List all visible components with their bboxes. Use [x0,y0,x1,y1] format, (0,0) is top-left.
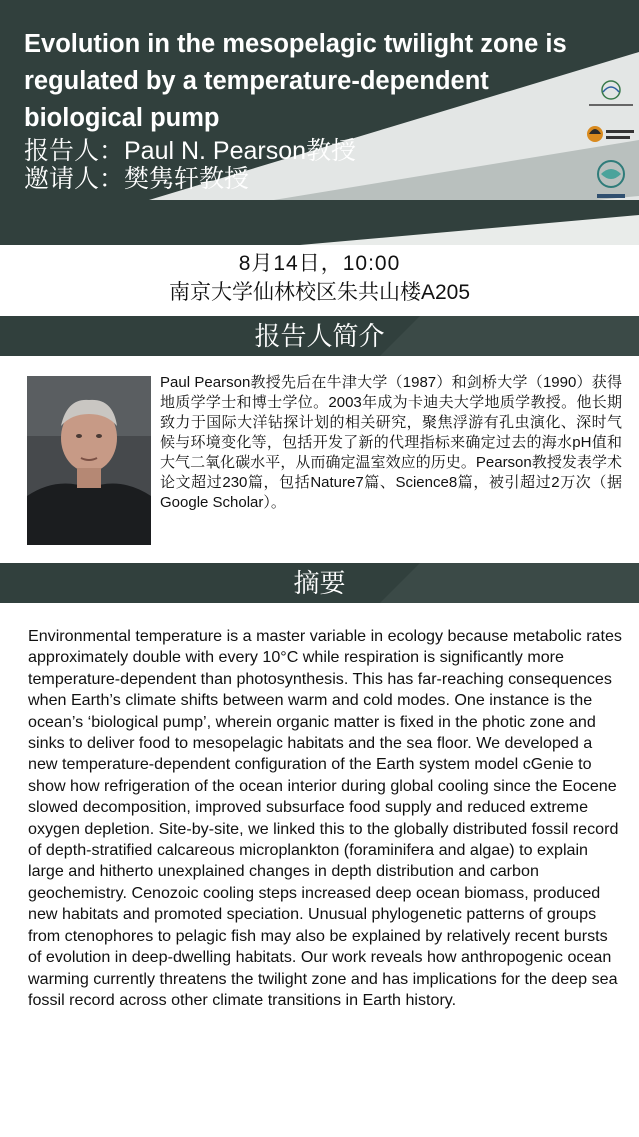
bio-section-title: 报告人简介 [254,321,385,351]
speaker-portrait-icon [27,376,151,545]
university-logo-icon [585,78,637,114]
event-date-time: 8月14日，10:00 [238,252,401,275]
event-info [0,250,639,308]
event-venue: 南京大学仙林校区朱共山楼A205 [168,281,471,304]
talk-title: Evolution in the mesopelagic twilight zone is regulated by a temperature-dependent biological pump [24,30,567,132]
header-banner [0,0,639,245]
crebee-logo-icon [585,158,637,202]
inviter-line: 邀请人：樊隽轩教授 [24,165,250,193]
abstract-text: Environmental temperature is a master variable in ecology because metabolic rates approximately double with every 10°C while respiration is significantly more temperature-dependent than photosynthesis. This has far-reaching consequences when Earth’s climate shifts between warm and cold modes. One instance is the ocean’s ‘biological pump’, wherein organic matter is fixed in the photic zone and sinks to deliver food to mesopelagic habitats and the sea floor. We developed a new temperature-dependent configuration of the Earth system model cGenie to show how refrigeration of the ocean interior during global cooling since the Eocene slowed decomposition, improved subsurface food supply and reduced extreme oxygen depletion. Site-by-site, we linked this to the globally distributed fossil record of depth-stratified calcareous microplankton (foraminifera and algae) to explain large and hitherto unexplained changes in depth distribution and carbon geochemistry. Cenozoic cooling steps increased deep ocean biomass, produced new habitats and promoted speciation. Unusual phylogenetic patterns of groups from ctenophores to pelagic fish may also be explained by relatively recent bursts of evolution in deep-dwelling habitats. Our work reveals how anthropogenic ocean warming currently threatens the twilight zone and has implications for the deep sea fossil record across other climate transitions in Earth history. [28,627,622,1009]
deep-time-digital-earth-logo-icon [585,122,637,152]
abstract-section-title: 摘要 [293,568,346,598]
speaker-bio: Paul Pearson教授先后在牛津大学（1987）和剑桥大学（1990）获得地质学学士和博士学位。2003年成为卡迪夫大学地质学教授。他长期致力于国际大洋钻探计划的相关研究，聚焦浮游有孔虫演化、深时气候与环境变化等，包括开发了新的代理指标来确定过去的海水pH值和大气二氧化碳水平，从而确定温室效应的历史。Pearson教授发表学术论文超过230篇，包括Nature7篇、Science8篇，被引超过2万次（据Google Scholar）。 [160,374,622,511]
section-bar-abstract [0,563,639,603]
speaker-photo [27,376,151,545]
speaker-line: 报告人：Paul N. Pearson教授 [24,137,357,165]
speaker-info [24,137,356,193]
sponsor-logos [585,78,637,198]
section-bar-bio [0,316,639,356]
